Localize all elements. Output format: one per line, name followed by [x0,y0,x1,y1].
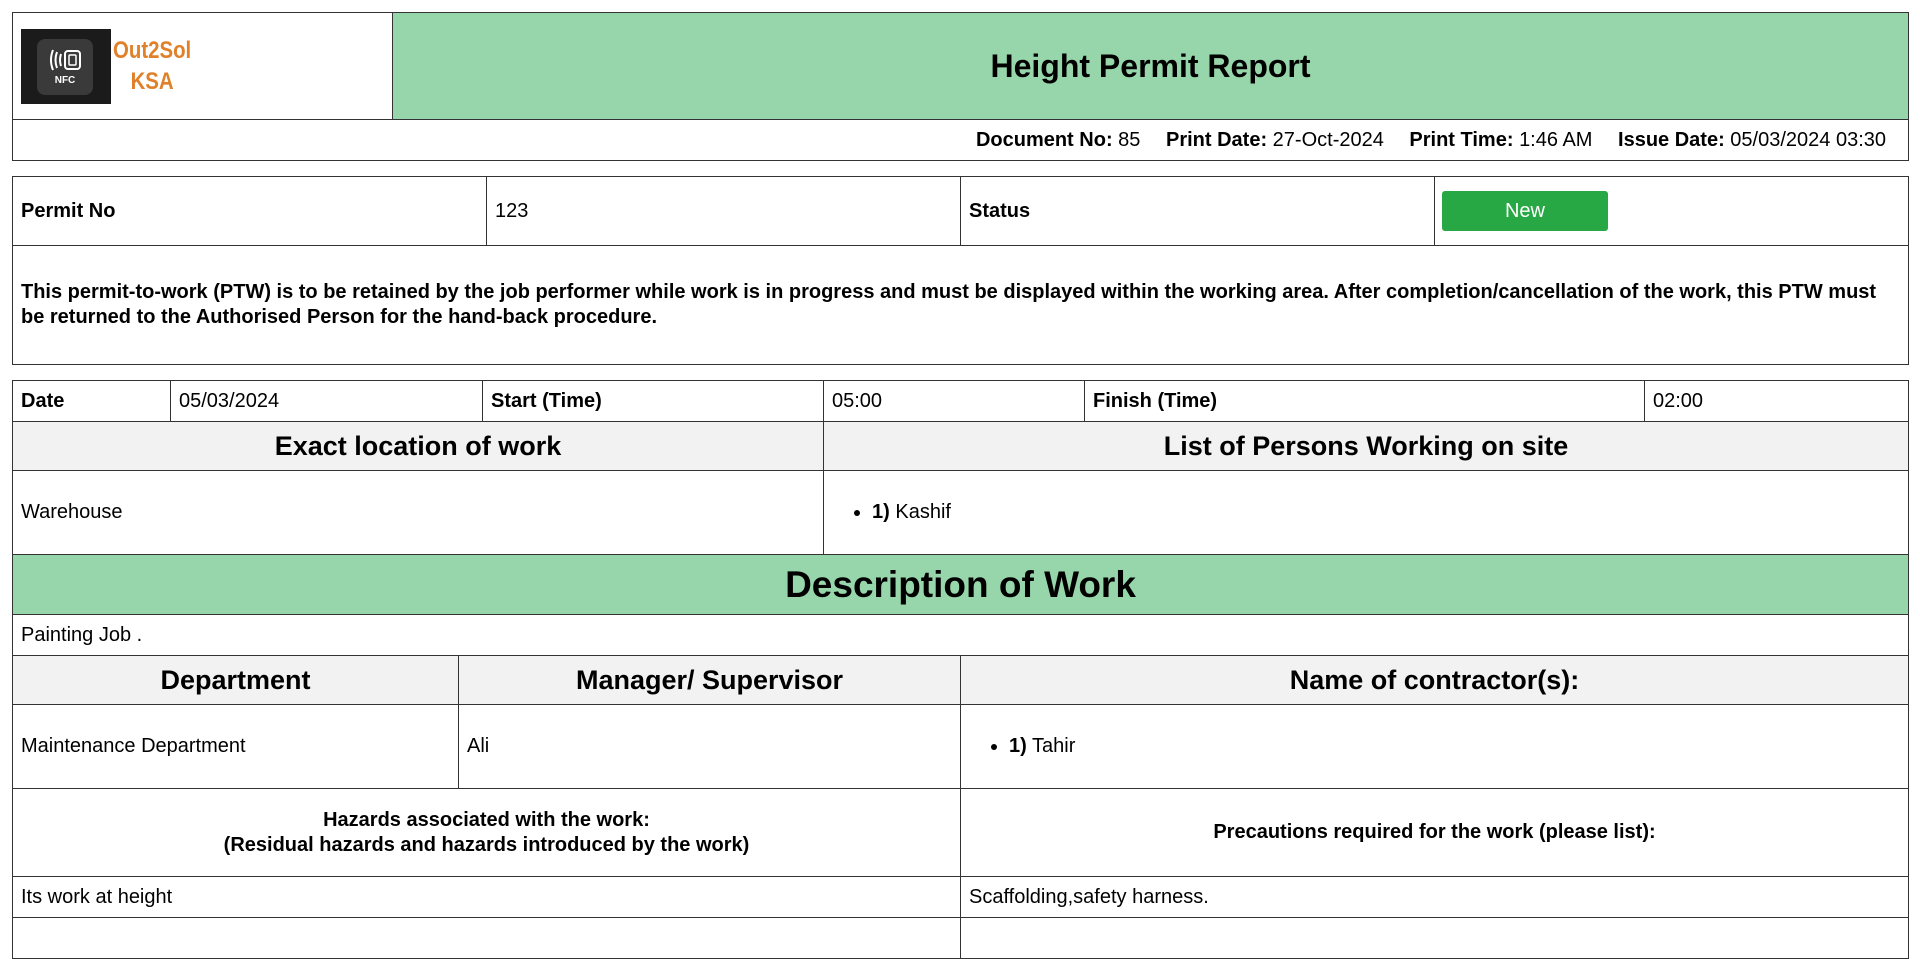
report-meta [13,120,1909,161]
precautions-value: Scaffolding,safety harness. [961,877,1909,918]
persons-heading: List of Persons Working on site [824,422,1909,471]
hazards-empty-row [13,918,961,959]
department-value: Maintenance Department [13,705,459,789]
permit-table [12,176,1909,365]
nfc-logo-icon [21,29,111,104]
print-time-label: Print Time: [1409,128,1514,151]
doc-no-value: 85 [1118,128,1141,151]
contractor-list-cell [961,705,1909,789]
finish-time-label: Finish (Time) [1085,381,1645,422]
org-hazard-table [12,655,1909,959]
finish-time-value: 02:00 [1645,381,1909,422]
hazards-heading-line1: Hazards associated with the work: [323,808,650,831]
hazards-heading [13,789,961,877]
contractor-heading: Name of contractor(s): [961,656,1909,705]
report-title: Height Permit Report [393,13,1909,120]
hazards-value: Its work at height [13,877,961,918]
print-time-value: 1:46 AM [1519,128,1593,151]
status-cell [1435,177,1909,246]
report-page [12,12,1908,959]
start-time-label: Start (Time) [483,381,824,422]
permit-no-label: Permit No [13,177,487,246]
issue-date-label: Issue Date: [1618,128,1725,151]
department-heading: Department [13,656,459,705]
doc-no-label: Document No: [975,128,1113,151]
logo-nfc-label: NFC [54,75,76,86]
precautions-heading: Precautions required for the work (please list): [961,789,1909,877]
status-label: Status [961,177,1435,246]
work-info-table [12,380,1909,656]
description-value: Painting Job . [13,615,1909,656]
persons-list [832,501,1900,524]
permit-no-value: 123 [487,177,961,246]
manager-value: Ali [459,705,961,789]
logo-line2: KSA [130,68,174,95]
contractor-list [969,735,1900,758]
precautions-empty-row [961,918,1909,959]
report-header [12,12,1909,161]
logo-cell [13,13,393,120]
manager-heading: Manager/ Supervisor [459,656,961,705]
start-time-value: 05:00 [824,381,1085,422]
ptw-notice: This permit-to-work (PTW) is to be retained by the job performer while work is in progress and must be displayed within the working area. After completion/cancellation of the work, this PTW must be returned to the Authorised Person for the hand-back procedure. [13,246,1909,365]
location-value: Warehouse [13,471,824,555]
print-date-value: 27-Oct-2024 [1272,128,1384,151]
date-label: Date [13,381,171,422]
hazards-heading-line2: (Residual hazards and hazards introduced by the work) [223,833,750,856]
description-heading: Description of Work [13,555,1909,615]
issue-date-value: 05/03/2024 03:30 [1730,128,1886,151]
persons-list-cell [824,471,1909,555]
list-item: • 1) Tahir [1009,735,1900,758]
print-date-label: Print Date: [1165,128,1268,151]
logo-line1: Out2Sol [113,37,192,64]
logo-text [113,35,191,97]
date-value: 05/03/2024 [171,381,483,422]
list-item: • 1) Kashif [872,501,1900,524]
nfc-waves-icon [48,47,82,73]
status-badge: New [1442,191,1608,231]
location-heading: Exact location of work [13,422,824,471]
